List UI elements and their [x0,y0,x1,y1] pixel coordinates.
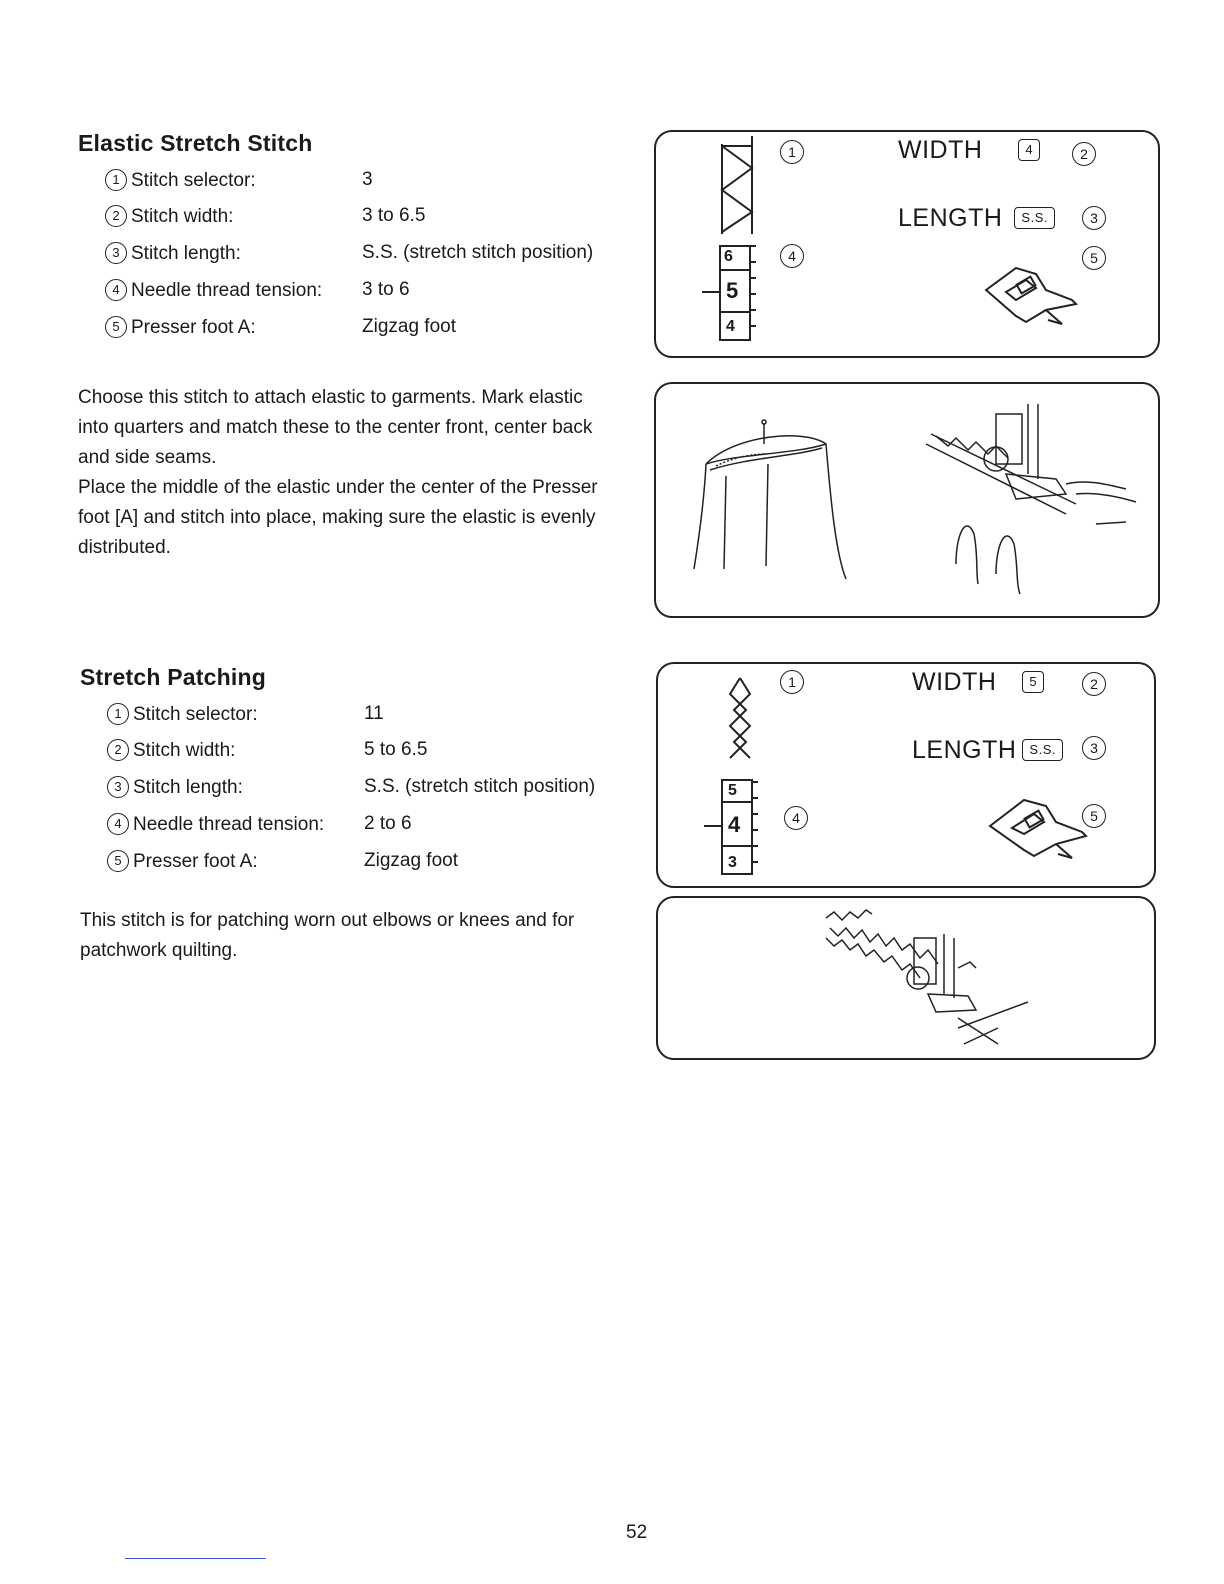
setting-label: Stitch width: [131,206,234,227]
setting-label: Stitch length: [133,777,243,798]
section-title-elastic-stretch: Elastic Stretch Stitch [78,130,313,156]
length-dial: S.S. [1022,739,1063,761]
section-title-stretch-patching: Stretch Patching [80,664,266,690]
footer-divider [125,1558,266,1559]
setting-row [105,242,594,265]
presser-foot-icon [984,792,1094,872]
illustration-panel [656,896,1156,1060]
setting-value: S.S. (stretch stitch position) [364,776,596,797]
callout-number: 3 [105,242,127,264]
setting-row [107,739,428,762]
tension-value-bottom: 3 [728,854,737,871]
text-line: This stitch is for patching worn out elbows or knees and for [80,910,575,931]
illustration-panel [654,382,1160,618]
text-line: and side seams. [78,447,217,468]
tension-value-top: 5 [728,782,737,799]
setting-label: Stitch width: [133,740,236,761]
callout-number: 2 [107,739,129,761]
setting-label: Stitch length: [131,243,241,264]
setting-value: 3 [362,169,373,190]
setting-value: 3 to 6 [362,279,410,300]
callout-number: 4 [105,279,127,301]
setting-label: Presser foot A: [131,317,256,338]
setting-value: 5 to 6.5 [364,739,428,760]
length-label [912,736,1063,765]
setting-row [107,850,458,873]
callout-1: 1 [780,140,804,164]
width-dial: 5 [1022,671,1044,693]
setting-row [107,813,412,836]
callout-1: 1 [780,670,804,694]
callout-4: 4 [784,806,808,830]
setting-value: 11 [364,703,384,724]
tension-value-bottom: 4 [726,318,735,335]
setting-row [105,279,410,302]
callout-4: 4 [780,244,804,268]
settings-panel [654,130,1160,358]
page-number: 52 [626,1522,648,1543]
length-dial: S.S. [1014,207,1055,229]
text-line: patchwork quilting. [80,940,238,961]
callout-number: 1 [107,703,129,725]
setting-row [107,776,596,799]
length-text: LENGTH [898,204,1003,232]
setting-label: Needle thread tension: [133,814,325,835]
setting-value: Zigzag foot [364,850,458,871]
setting-label: Needle thread tension: [131,280,323,301]
length-label [898,204,1055,233]
presser-foot-icon [976,260,1086,340]
text-line: Choose this stitch to attach elastic to garments. Mark elastic [78,387,583,408]
text-line: Place the middle of the elastic under the center of the Presser [78,477,598,498]
setting-row [105,169,373,192]
callout-2: 2 [1082,672,1106,696]
callout-5: 5 [1082,804,1106,828]
callout-3: 3 [1082,736,1106,760]
setting-label: Stitch selector: [131,170,256,191]
setting-value: 3 to 6.5 [362,205,426,226]
setting-value: Zigzag foot [362,316,456,337]
setting-label: Presser foot A: [133,851,258,872]
callout-3: 3 [1082,206,1106,230]
callout-2: 2 [1072,142,1096,166]
text-line: into quarters and match these to the center front, center back [78,417,593,438]
settings-panel [656,662,1156,888]
width-label [898,136,1040,165]
callout-number: 2 [105,205,127,227]
setting-row [105,205,426,228]
description-paragraph [78,383,638,563]
setting-value: S.S. (stretch stitch position) [362,242,594,263]
width-text: WIDTH [898,136,983,164]
tension-value-current: 4 [728,812,741,837]
width-text: WIDTH [912,668,997,696]
width-dial: 4 [1018,139,1040,161]
callout-number: 3 [107,776,129,798]
callout-number: 1 [105,169,127,191]
callout-number: 5 [107,850,129,872]
description-paragraph [80,906,640,966]
text-line: foot [A] and stitch into place, making sure the elastic is evenly [78,507,596,528]
tension-value-top: 6 [724,248,733,265]
setting-value: 2 to 6 [364,813,412,834]
width-label [912,668,1044,697]
patching-illustration [658,898,1154,1058]
setting-row [107,703,384,726]
callout-number: 4 [107,813,129,835]
callout-5: 5 [1082,246,1106,270]
tension-value-current: 5 [726,278,739,303]
length-text: LENGTH [912,736,1017,764]
text-line: distributed. [78,537,171,558]
setting-label: Stitch selector: [133,704,258,725]
setting-row [105,316,456,339]
garment-illustration [656,384,1158,616]
callout-number: 5 [105,316,127,338]
